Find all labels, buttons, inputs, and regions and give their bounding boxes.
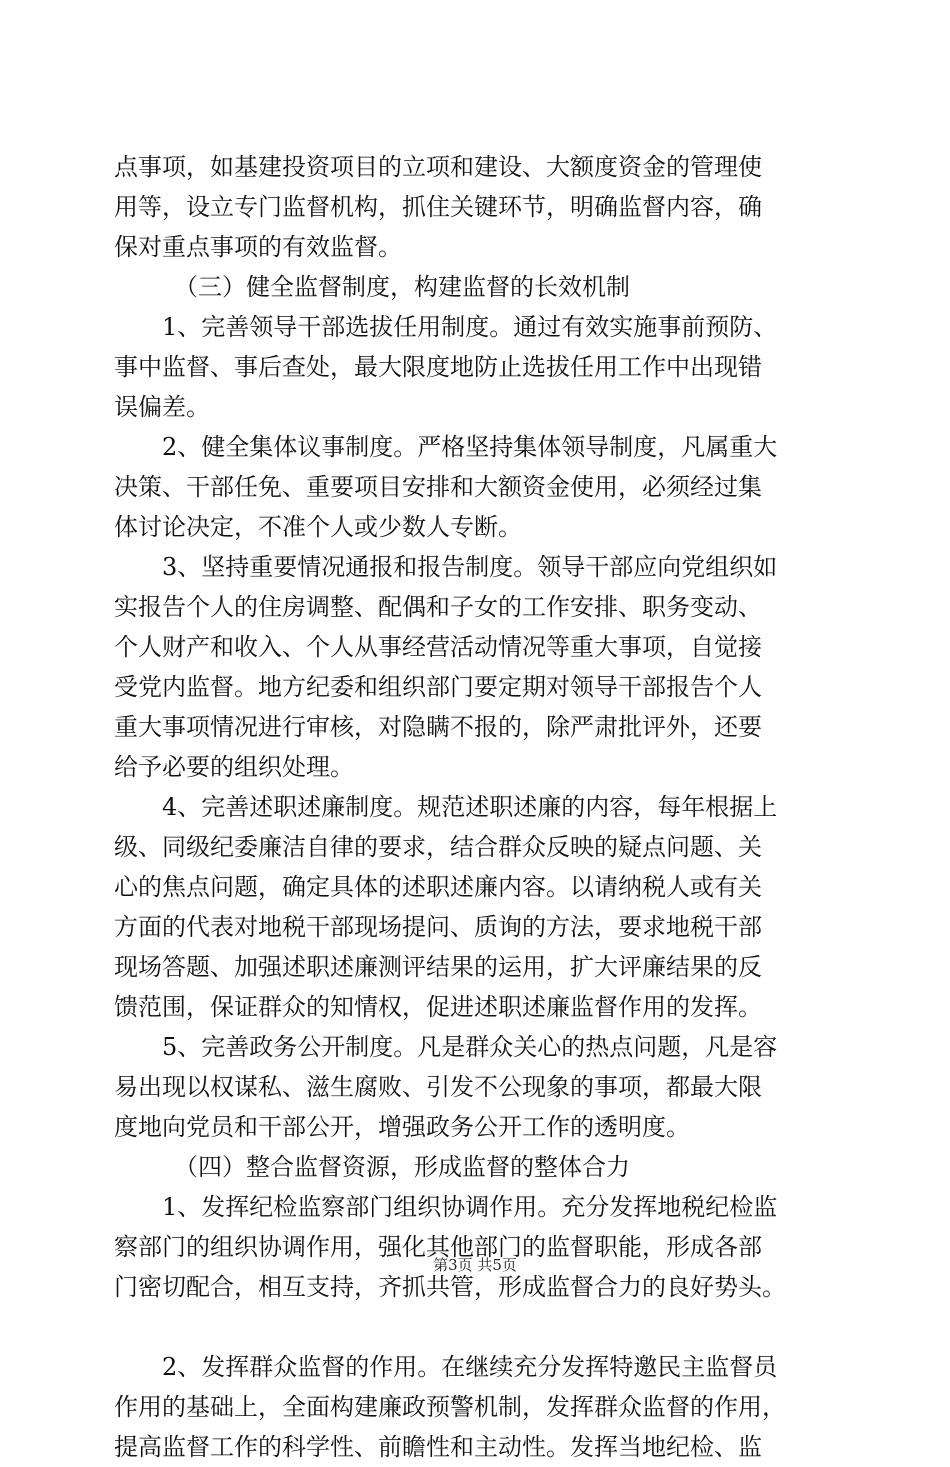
text-line: 现场答题、加强述职述廉测评结果的运用，扩大评廉结果的反 [114,953,762,981]
text-line: 心的焦点问题，确定具体的述职述廉内容。以请纳税人或有关 [114,873,762,901]
text-line: 2、发挥群众监督的作用。在继续充分发挥特邀民主监督员 [162,1353,778,1381]
text-line: 受党内监督。地方纪委和组织部门要定期对领导干部报告个人 [114,673,762,701]
text-line: 5、完善政务公开制度。凡是群众关心的热点问题，凡是容 [162,1033,778,1061]
text-line: 4、完善述职述廉制度。规范述职述廉的内容，每年根据上 [162,793,778,821]
text-line: 2、健全集体议事制度。严格坚持集体领导制度，凡属重大 [162,433,778,461]
text-line: 点事项，如基建投资项目的立项和建设、大额度资金的管理使 [114,153,762,181]
text-line: 给予必要的组织处理。 [114,753,354,781]
text-line: 个人财产和收入、个人从事经营活动情况等重大事项，自觉接 [114,633,762,661]
text-line: 1、发挥纪检监察部门组织协调作用。充分发挥地税纪检监 [162,1193,778,1221]
text-line: 度地向党员和干部公开，增强政务公开工作的透明度。 [114,1113,690,1141]
text-line: 保对重点事项的有效监督。 [114,233,402,261]
text-line: 决策、干部任免、重要项目安排和大额资金使用，必须经过集 [114,473,762,501]
text-line: 体讨论决定，不准个人或少数人专断。 [114,513,522,541]
page-number-label: 第3页 共5页 [433,1256,517,1274]
text-line: 馈范围，保证群众的知情权，促进述职述廉监督作用的发挥。 [114,993,762,1021]
text-line: 误偏差。 [114,393,210,421]
section-heading: （三）健全监督制度，构建监督的长效机制 [174,273,630,301]
section-heading: （四）整合监督资源，形成监督的整体合力 [174,1153,630,1181]
text-line: 1、完善领导干部选拔任用制度。通过有效实施事前预防、 [162,313,778,341]
text-line: 提高监督工作的科学性、前瞻性和主动性。发挥当地纪检、监 [114,1433,762,1461]
text-line: 用等，设立专门监督机构，抓住关键环节，明确监督内容，确 [114,193,762,221]
page-footer [0,1254,950,1276]
text-line: 3、坚持重要情况通报和报告制度。领导干部应向党组织如 [162,553,778,581]
text-line: 门密切配合，相互支持，齐抓共管，形成监督合力的良好势头。 [114,1273,786,1301]
text-line: 易出现以权谋私、滋生腐败、引发不公现象的事项，都最大限 [114,1073,762,1101]
text-line: 方面的代表对地税干部现场提问、质询的方法，要求地税干部 [114,913,762,941]
text-line: 重大事项情况进行审核，对隐瞒不报的，除严肃批评外，还要 [114,713,762,741]
text-line: 察部门的组织协调作用，强化其他部门的监督职能，形成各部 [114,1233,762,1261]
text-line: 级、同级纪委廉洁自律的要求，结合群众反映的疑点问题、关 [114,833,762,861]
paragraph-gap [114,1307,839,1347]
text-line: 事中监督、事后查处，最大限度地防止选拔任用工作中出现错 [114,353,762,381]
text-line: 实报告个人的住房调整、配偶和子女的工作安排、职务变动、 [114,593,762,621]
text-line: 作用的基础上，全面构建廉政预警机制，发挥群众监督的作用， [114,1393,786,1421]
